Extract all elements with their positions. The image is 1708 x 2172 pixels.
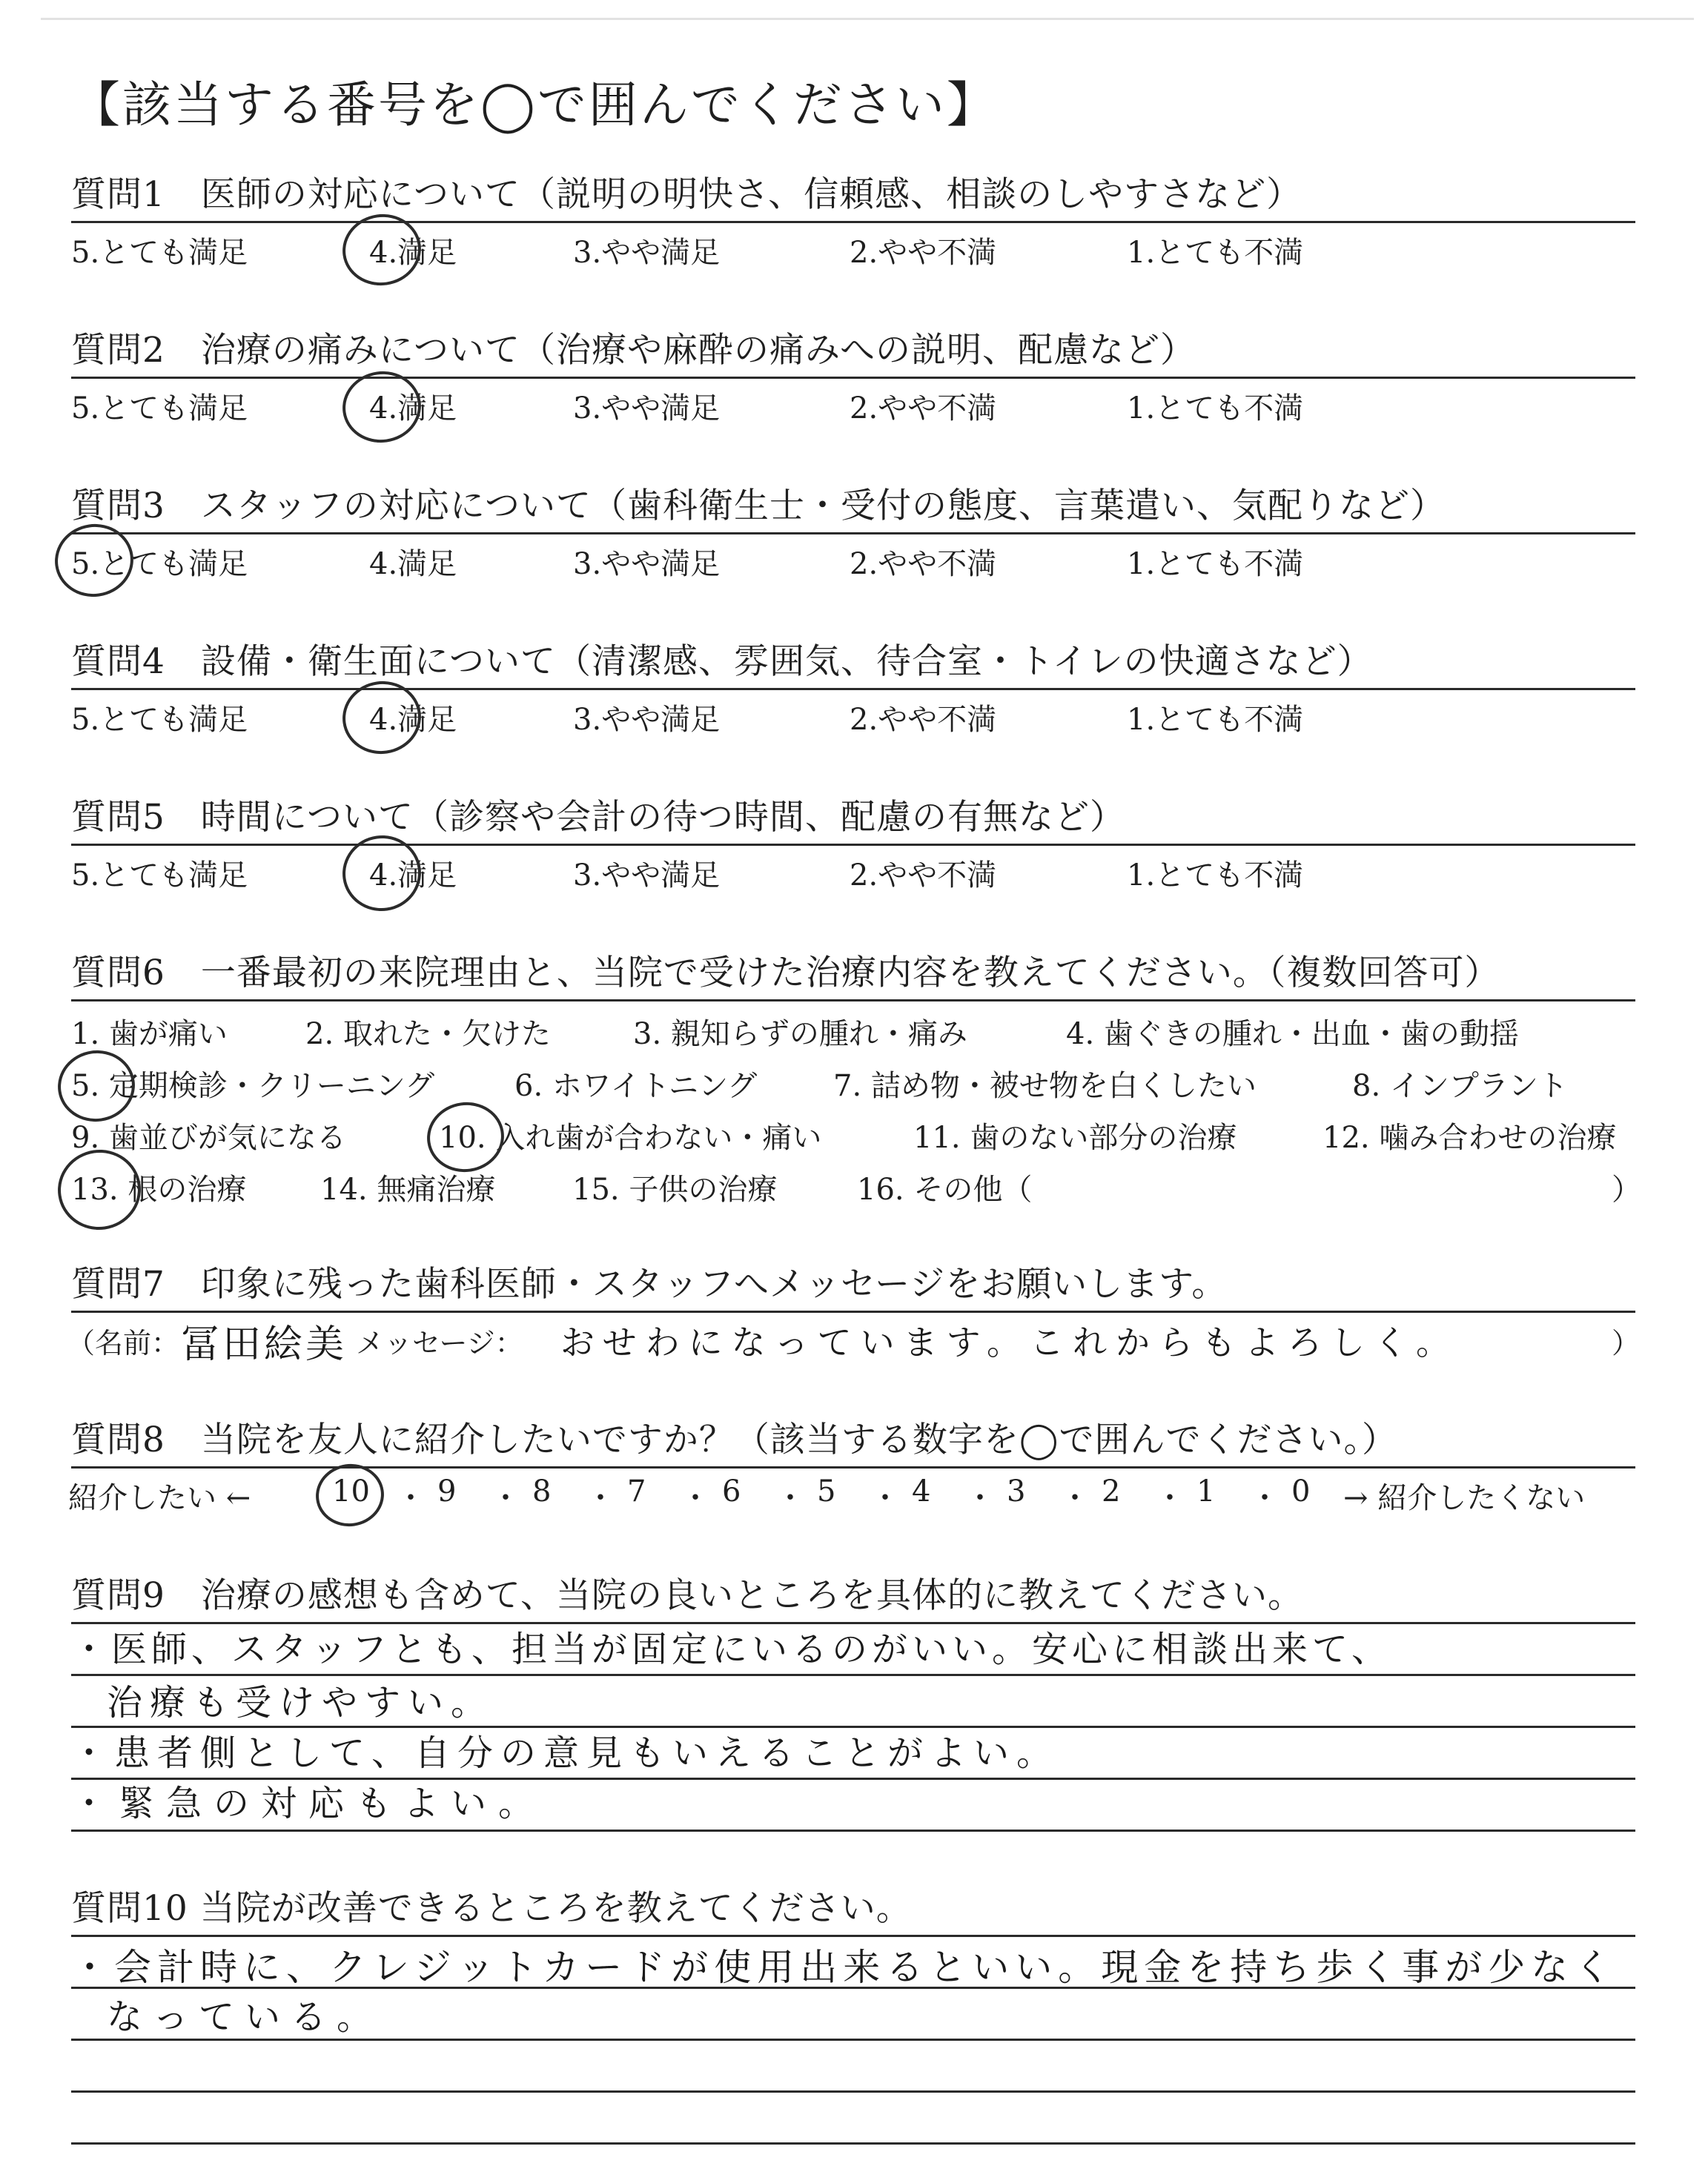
scale-separator: ・: [1250, 1481, 1280, 1515]
option-4[interactable]: 4.満足: [369, 236, 457, 270]
message-row: [67, 1313, 1641, 1367]
question-3-options: [71, 534, 1635, 586]
name-label: （名前：: [67, 1327, 180, 1360]
handwritten-line[interactable]: 治療も受けやすい。: [107, 1682, 494, 1724]
name-handwritten[interactable]: 冨田絵美: [181, 1322, 348, 1367]
question-5-options: [71, 846, 1635, 898]
question-1-options: [71, 223, 1635, 275]
option-9[interactable]: 9. 歯並びが気になる: [71, 1121, 346, 1155]
scale-separator: ・: [775, 1481, 805, 1515]
question-2-title: 質問2 治療の痛みについて（治療や麻酔の痛みへの説明、配慮など）: [71, 330, 1196, 371]
question-1: [71, 163, 1635, 275]
scale-left-label: 紹介したい ←: [68, 1481, 251, 1515]
scale-separator: ・: [586, 1481, 615, 1515]
option-5[interactable]: 5.とても満足: [71, 858, 248, 893]
question-10: [71, 1877, 1635, 2172]
option-10[interactable]: 10. 入れ歯が合わない・痛い: [439, 1121, 822, 1155]
scale-7[interactable]: 7: [627, 1474, 646, 1509]
option-15[interactable]: 15. 子供の治療: [572, 1173, 778, 1207]
question-5: [71, 786, 1635, 898]
scan-top-edge: [41, 18, 1694, 20]
option-3[interactable]: 3.やや満足: [573, 391, 721, 426]
question-8-title: 質問8 当院を友人に紹介したいですか？（該当する数字を◯で囲んでください。）: [71, 1420, 1398, 1460]
option-1[interactable]: 1.とても不満: [1127, 703, 1304, 737]
scale-5[interactable]: 5: [817, 1474, 836, 1509]
option-4[interactable]: 4.満足: [369, 547, 457, 581]
other-close-paren: ）: [1612, 1173, 1641, 1207]
option-3[interactable]: 3. 親知らずの腫れ・痛み: [633, 1017, 967, 1051]
option-2[interactable]: 2.やや不満: [850, 703, 997, 737]
handwritten-line[interactable]: ・患者側として、自分の意見もいえることがよい。: [71, 1732, 1060, 1774]
question-3: [71, 474, 1635, 586]
option-16[interactable]: 16. その他（: [857, 1173, 1033, 1207]
answer-area-10: [71, 1935, 1635, 2172]
selection-circle: [312, 1460, 388, 1531]
option-1[interactable]: 1.とても不満: [1127, 547, 1304, 581]
question-2: [71, 319, 1635, 431]
scale-separator: ・: [396, 1481, 426, 1515]
handwritten-line[interactable]: なっている。: [107, 1996, 383, 2038]
option-1[interactable]: 1.とても不満: [1127, 236, 1304, 270]
message-handwritten[interactable]: おせわになっています。これからもよろしく。: [560, 1322, 1460, 1363]
scale-9[interactable]: 9: [437, 1474, 457, 1509]
option-2[interactable]: 2.やや不満: [850, 858, 997, 893]
question-5-title: 質問5 時間について（診察や会計の待つ時間、配慮の有無など）: [71, 797, 1125, 838]
option-11[interactable]: 11. 歯のない部分の治療: [913, 1121, 1237, 1155]
question-1-title: 質問1 医師の対応について（説明の明快さ、信頼感、相談のしやすさなど）: [71, 174, 1302, 215]
option-14[interactable]: 14. 無痛治療: [320, 1173, 496, 1207]
option-4[interactable]: 4.満足: [369, 391, 457, 426]
option-3[interactable]: 3.やや満足: [573, 547, 721, 581]
scale-separator: ・: [1060, 1481, 1090, 1515]
option-1[interactable]: 1.とても不満: [1127, 391, 1304, 426]
option-5[interactable]: 5.とても満足: [71, 703, 248, 737]
option-5[interactable]: 5.とても満足: [71, 236, 248, 270]
question-7-title: 質問7 印象に残った歯科医師・スタッフへメッセージをお願いします。: [71, 1264, 1228, 1305]
selection-circle: [423, 1097, 509, 1177]
message-close-paren: ）: [1612, 1327, 1641, 1360]
scale-2[interactable]: 2: [1102, 1474, 1121, 1509]
option-3[interactable]: 3.やや満足: [573, 236, 721, 270]
question-10-title: 質問10 当院が改善できるところを教えてください。: [71, 1888, 912, 1929]
option-5[interactable]: 5.とても満足: [71, 547, 248, 581]
scale-6[interactable]: 6: [722, 1474, 741, 1509]
option-2[interactable]: 2.やや不満: [850, 547, 997, 581]
question-4: [71, 630, 1635, 742]
scale-separator: ・: [491, 1481, 520, 1515]
scale-3[interactable]: 3: [1007, 1474, 1026, 1509]
handwritten-line[interactable]: ・緊急の対応もよい。: [71, 1783, 546, 1824]
answer-line: [71, 1935, 1635, 1937]
scale-10[interactable]: 10: [332, 1474, 370, 1509]
scale-separator: ・: [681, 1481, 710, 1515]
scale-8[interactable]: 8: [532, 1474, 552, 1509]
option-5[interactable]: 5.とても満足: [71, 391, 248, 426]
option-5[interactable]: 5. 定期検診・クリーニング: [71, 1069, 435, 1103]
option-1[interactable]: 1.とても不満: [1127, 858, 1304, 893]
scale-right-label: → 紹介したくない: [1343, 1481, 1586, 1515]
question-8: [68, 1408, 1635, 1520]
recommend-scale: [68, 1469, 1635, 1520]
scale-0[interactable]: 0: [1291, 1474, 1311, 1509]
scale-separator: ・: [870, 1481, 900, 1515]
question-6-title: 質問6 一番最初の来院理由と、当院で受けた治療内容を教えてください。（複数回答可）: [71, 953, 1500, 993]
option-2[interactable]: 2.やや不満: [850, 236, 997, 270]
option-13[interactable]: 13. 根の治療: [71, 1173, 247, 1207]
answer-area-9: [71, 1622, 1635, 1904]
handwritten-line[interactable]: ・医師、スタッフとも、担当が固定にいるのがいい。安心に相談出来て、: [71, 1629, 1392, 1670]
message-label: メッセージ：: [356, 1327, 523, 1360]
option-3[interactable]: 3.やや満足: [573, 703, 721, 737]
question-9: [71, 1564, 1635, 1904]
answer-line: [71, 2090, 1635, 2093]
question-3-title: 質問3 スタッフの対応について（歯科衛生士・受付の態度、言葉遣い、気配りなど）: [71, 486, 1446, 526]
question-4-options: [71, 690, 1635, 742]
selection-circle: [338, 366, 426, 448]
answer-line: [71, 1830, 1635, 1832]
question-9-title: 質問9 治療の感想も含めて、当院の良いところを具体的に教えてください。: [71, 1575, 1303, 1616]
option-4[interactable]: 4.満足: [369, 858, 457, 893]
scale-separator: ・: [1155, 1481, 1185, 1515]
option-2[interactable]: 2. 取れた・欠けた: [305, 1017, 551, 1051]
form-heading: 【該当する番号を◯で囲んでください】: [71, 76, 998, 133]
scale-1[interactable]: 1: [1196, 1474, 1216, 1509]
question-2-options: [71, 379, 1635, 431]
question-7: [67, 1253, 1641, 1367]
scale-4[interactable]: 4: [912, 1474, 931, 1509]
option-3[interactable]: 3.やや満足: [573, 858, 721, 893]
answer-line: [71, 2142, 1635, 2145]
option-4[interactable]: 4. 歯ぐきの腫れ・出血・歯の動揺: [1066, 1017, 1519, 1051]
scale-separator: ・: [965, 1481, 995, 1515]
option-4[interactable]: 4.満足: [369, 703, 457, 737]
option-6[interactable]: 6. ホワイトニング: [514, 1069, 758, 1103]
option-8[interactable]: 8. インプラント: [1352, 1069, 1568, 1103]
option-2[interactable]: 2.やや不満: [850, 391, 997, 426]
question-6: [71, 941, 1641, 1209]
option-12[interactable]: 12. 噛み合わせの治療: [1323, 1121, 1617, 1155]
selection-circle: [53, 1145, 146, 1236]
question-4-title: 質問4 設備・衛生面について（清潔感、雰囲気、待合室・トイレの快適さなど）: [71, 641, 1373, 682]
handwritten-line[interactable]: ・会計時に、クレジットカードが使用出来るといい。現金を持ち歩く事が少なく: [71, 1946, 1618, 1989]
option-7[interactable]: 7. 詰め物・被せ物を白くしたい: [833, 1069, 1257, 1103]
question-6-options: [71, 1001, 1641, 1209]
option-1[interactable]: 1. 歯が痛い: [71, 1017, 228, 1051]
